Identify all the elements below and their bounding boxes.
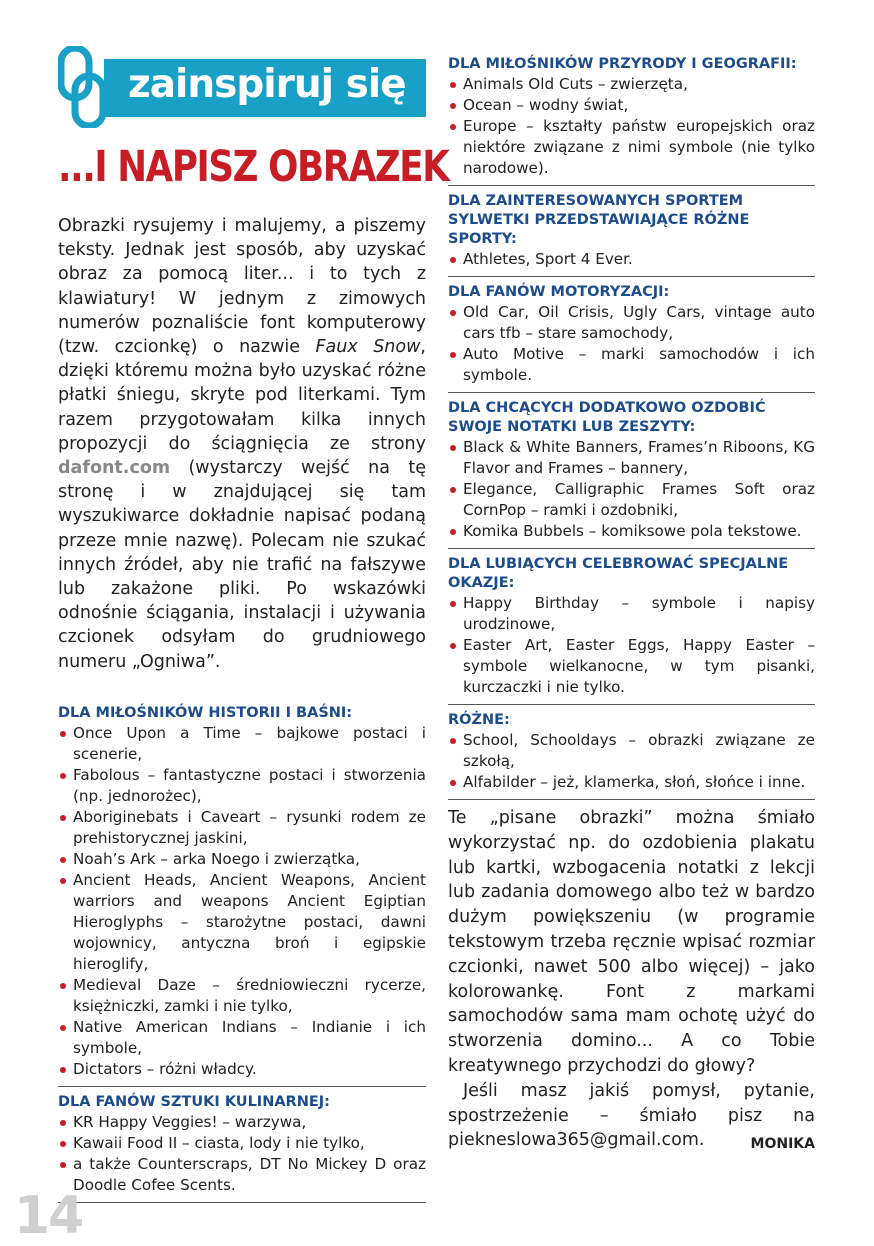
divider [448,276,815,277]
list-item: Dictators – różni władcy. [58,1059,426,1080]
divider [448,185,815,186]
outro-paragraph: Te „pisane obrazki” można śmiało wykorzystać np. do ozdobienia plakatu lub kartki, wzbogacenia notatki z lekcji lub zadania domowego albo też w bardzo dużym powiększeniu (w programie tekstowym trzeba ręcznie wpisać rozmiar czcionki, nawet 500 albo więcej) – jako kolorowankę. Font z markami samochodów sama mam ochotę użyć do stworzenia domino... A co Tobie kreatywnego przychodzi do głowy? [448,808,815,1076]
list-item: Komika Bubbels – komiksowe pola tekstowe. [448,521,815,542]
section-heading: RÓŻNE: [448,712,510,728]
intro-paragraph [58,214,426,674]
section-heading: DLA FANÓW SZTUKI KULINARNEJ: [58,1093,330,1110]
outro-text [448,806,815,1153]
page-number: 14 [14,1186,83,1246]
list-item: Ancient Heads, Ancient Weapons, Ancient warriors and weapons Ancient Egiptian Hieroglyphs – starożytne postaci, dawni wojownicy, antyczna broń i egipskie hieroglify, [58,870,426,975]
divider [448,548,815,549]
section-occasions [448,555,815,698]
font-name: Faux Snow [315,337,421,358]
outro-paragraph [448,1079,815,1153]
contact-text: Jeśli masz jakiś pomysł, pytanie, spostrzeżenie – śmiało pisz na piekneslowa365@gmail.com. [448,1080,815,1151]
list-item: School, Schooldays – obrazki związane ze szkołą, [448,730,815,772]
list-item: Easter Art, Easter Eggs, Happy Easter – symbole wielkanocne, w tym pisanki, kurczaczki i nie tylko. [448,635,815,698]
list-item: Animals Old Cuts – zwierzęta, [448,74,815,95]
list-item: Fabolous – fantastyczne postaci i stworzenia (np. jednorożec), [58,765,426,807]
list-item: a także Counterscraps, DT No Mickey D oraz Doodle Cofee Scents. [58,1154,426,1196]
signature: MONIKA [750,1136,815,1153]
list-item: Black & White Banners, Frames’n Riboons, KG Flavor and Frames – bannery, [448,437,815,479]
list-item: Elegance, Calligraphic Frames Soft oraz CornPop – ramki i ozdobniki, [448,479,815,521]
divider [448,392,815,393]
divider [448,704,815,705]
divider [448,799,815,800]
left-column [58,40,449,1209]
list-item: Once Upon a Time – bajkowe postaci i scenerie, [58,723,426,765]
section-history [58,704,426,1080]
section-misc [448,711,815,793]
section-motor [448,283,815,386]
list-item: Native American Indians – Indianie i ich symbole, [58,1017,426,1059]
list-item: Athletes, Sport 4 Ever. [448,249,815,270]
intro-text-1: Obrazki rysujemy i malujemy, a piszemy teksty. Jednak jest sposób, aby uzyskać obraz za pomocą liter... i to tych z klawiatury! W jednym z zimowych numerów poznaliście font komputerowy (tzw. czcionkę) o nazwie [58,216,426,358]
list-item: Aboriginebats i Caveart – rysunki rodem ze prehistorycznej jaskini, [58,807,426,849]
page-title: ...I NAPISZ OBRAZEK [58,142,449,192]
section-decorate [448,399,815,542]
divider [58,1086,426,1087]
list-item: Old Car, Oil Crisis, Ugly Cars, vintage auto cars tfb – stare samochody, [448,302,815,344]
divider [58,1202,426,1203]
section-heading: DLA CHCĄCYCH DODATKOWO OZDOBIĆ SWOJE NOTATKI LUB ZESZYTY: [448,400,766,435]
list-item: Happy Birthday – symbole i napisy urodzinowe, [448,593,815,635]
section-heading: DLA ZAINTERESOWANYCH SPORTEM SYLWETKI PRZEDSTAWIAJĄCE RÓŻNE SPORTY: [448,193,750,247]
chain-link-icon [58,46,106,128]
section-header [58,40,426,140]
right-column [448,55,815,1157]
list-item: Europe – kształty państw europejskich oraz niektóre związane z nimi symbole (nie tylko narodowe). [448,116,815,179]
list-item: Kawaii Food II – ciasta, lody i nie tylko, [58,1133,426,1154]
list-item: Ocean – wodny świat, [448,95,815,116]
list-item: KR Happy Veggies! – warzywa, [58,1112,426,1133]
section-heading: DLA FANÓW MOTORYZACJI: [448,284,670,300]
list-item: Alfabilder – jeż, klamerka, słoń, słońce i inne. [448,772,815,793]
list-item: Auto Motive – marki samochodów i ich symbole. [448,344,815,386]
intro-text-2: , dzięki któremu można było uzyskać różne płatki śniegu, skryte pod literkami. Tym razem przygotowałam kilka innych propozycji do ściągnięcia ze strony [58,337,426,454]
list-item: Noah’s Ark – arka Noego i zwierzątka, [58,849,426,870]
list-item: Medieval Daze – średniowieczni rycerze, księżniczki, zamki i nie tylko, [58,975,426,1017]
banner-text: zainspiruj się [128,62,406,107]
section-heading: DLA MIŁOŚNIKÓW HISTORII I BAŚNI: [58,704,353,721]
section-nature [448,55,815,179]
section-sport [448,192,815,270]
website-link[interactable]: dafont.com [58,458,171,479]
section-culinary [58,1093,426,1196]
section-heading: DLA MIŁOŚNIKÓW PRZYRODY I GEOGRAFII: [448,56,797,72]
intro-text-3: (wystarczy wejść na tę stronę i w znajdującej się tam wyszukiwarce dokładnie napisać podaną przeze mnie nazwę). Polecam nie szukać innych źródeł, aby nie trafić na fałszywe lub zakażone pliki. Po wskazówki odnośnie ściągania, instalacji i używania czcionek odsyłam do grudniowego numeru „Ogniwa”. [58,458,426,672]
section-heading: DLA LUBIĄCYCH CELEBROWAĆ SPECJALNE OKAZJE: [448,556,789,591]
